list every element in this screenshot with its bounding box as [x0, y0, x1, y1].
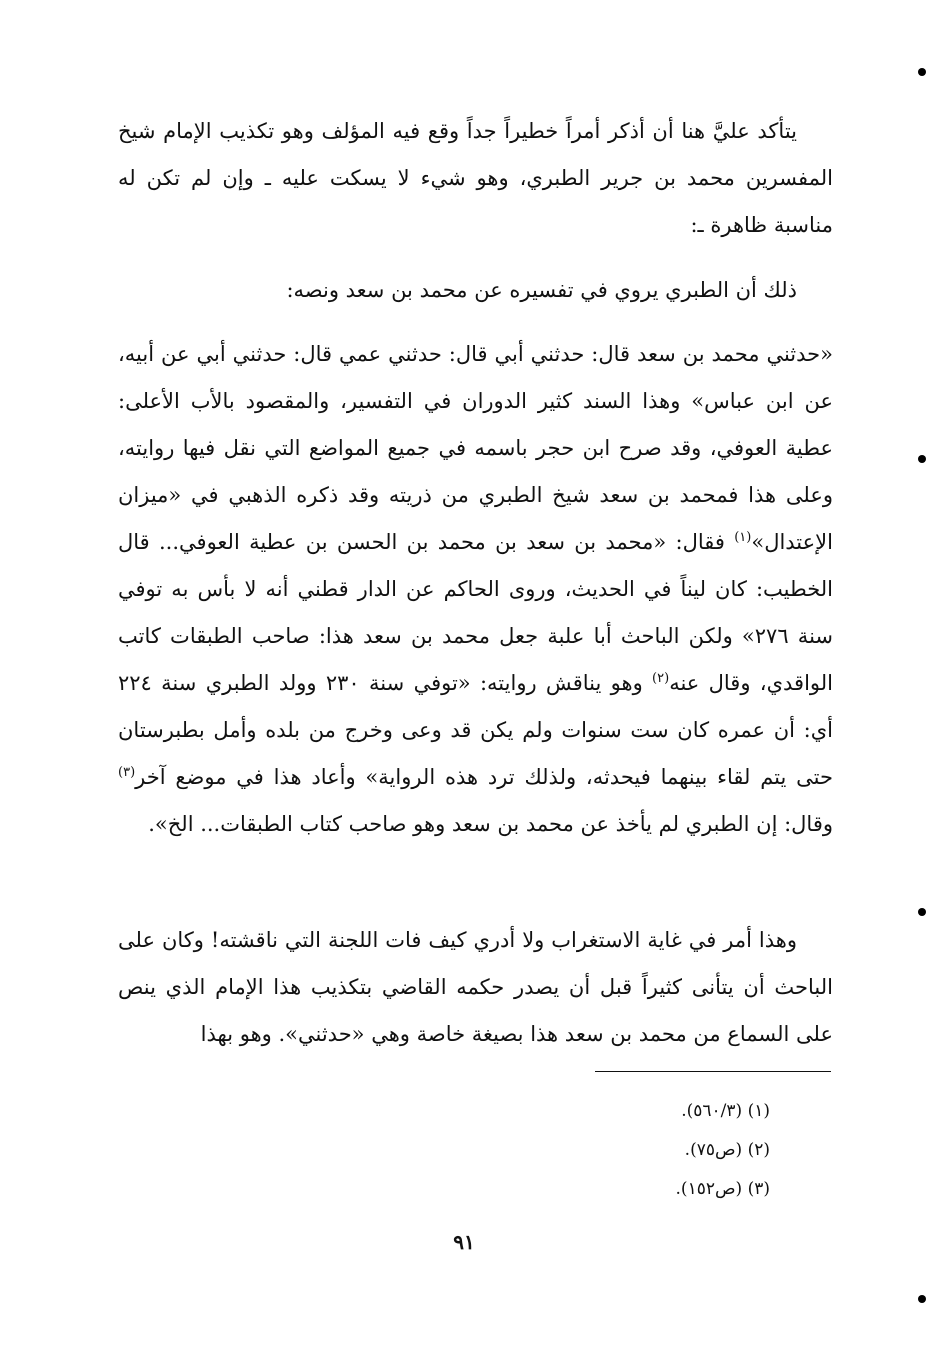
quotation-part-4: وقال: إن الطبري لم يأخذ عن محمد بن سعد وهو صاحب كتاب الطبقات... الخ». [148, 812, 833, 836]
paragraph-context: ذلك أن الطبري يروي في تفسيره عن محمد بن سعد ونصه: [286, 278, 797, 302]
paragraph-critique: وهذا أمر في غاية الاستغراب ولا أدري كيف فات اللجنة التي ناقشته! وكان على الباحث أن يتأنى كثيراً قبل أن يصدر حكمه القاضي بتكذيب هذا الإمام الذي ينص على السماع من محمد بن سعد هذا بصيغة خاصة وهي «حدثني». وهو بهذا [118, 928, 833, 1046]
quotation-part-1: «حدثني محمد بن سعد قال: حدثني أبي قال: حدثني عمي قال: حدثني أبي عن أبيه، عن ابن عباس» وهذا السند كثير الدوران في التفسير، والمقصود بالأب الأعلى: عطية العوفي، وقد صرح ابن حجر باسمه في جميع المواضع التي نقل فيها روايته، وعلى هذا فمحمد بن سعد شيخ الطبري من ذريته وقد ذكره الذهبي في «ميزان الإعتدال» [118, 342, 834, 554]
page-number: ٩١ [453, 1230, 475, 1254]
paragraph-quotation [118, 331, 833, 848]
quotation-part-2: فقال: «محمد بن سعد بن محمد بن الحسن بن عطية العوفي... قال الخطيب: كان ليناً في الحديث، وروى الحاكم عن الدار قطني أنه لا بأس به توفي سنة ٢٧٦» ولكن الباحث أبا علبة جعل محمد بن سعد هذا: صاحب الطبقات كاتب الواقدي، وقال عنه [118, 530, 834, 695]
paragraph-intro: يتأكد عليَّ هنا أن أذكر أمراً خطيراً جداً وقع فيه المؤلف وهو تكذيب الإمام شيخ المفسرين محمد بن جرير الطبري، وهو شيء لا يسكت عليه ـ وإن لم تكن له مناسبة ظاهرة ـ: [118, 119, 833, 237]
footnote-mark-2: (٢) [652, 671, 670, 686]
footnote-item: (٢) (ص٧٥). [684, 1140, 770, 1160]
margin-dot [918, 1295, 926, 1303]
margin-dot [918, 455, 926, 463]
margin-dot [918, 908, 926, 916]
quotation-part-3: وهو يناقش روايته: «توفي سنة ٢٣٠ وولد الطبري سنة ٢٢٤ أي: أن عمره كان ست سنوات ولم يكن قد وعى وخرج من بلده وأمل بطبرستان حتى يتم لقاء بينهما فيحدثه، ولذلك ترد هذه الرواية» وأعاد هذا في موضع آخر [118, 671, 833, 789]
footnote-item: (١) (٥٦٠/٣). [681, 1101, 770, 1121]
footnote-mark-1: (١) [734, 530, 752, 545]
footnote-item: (٣) (ص١٥٢). [675, 1179, 770, 1199]
footnote-separator [595, 1071, 831, 1072]
margin-dot [918, 68, 926, 76]
footnotes-list [470, 1092, 770, 1209]
footnote-mark-3: (٣) [118, 765, 136, 780]
